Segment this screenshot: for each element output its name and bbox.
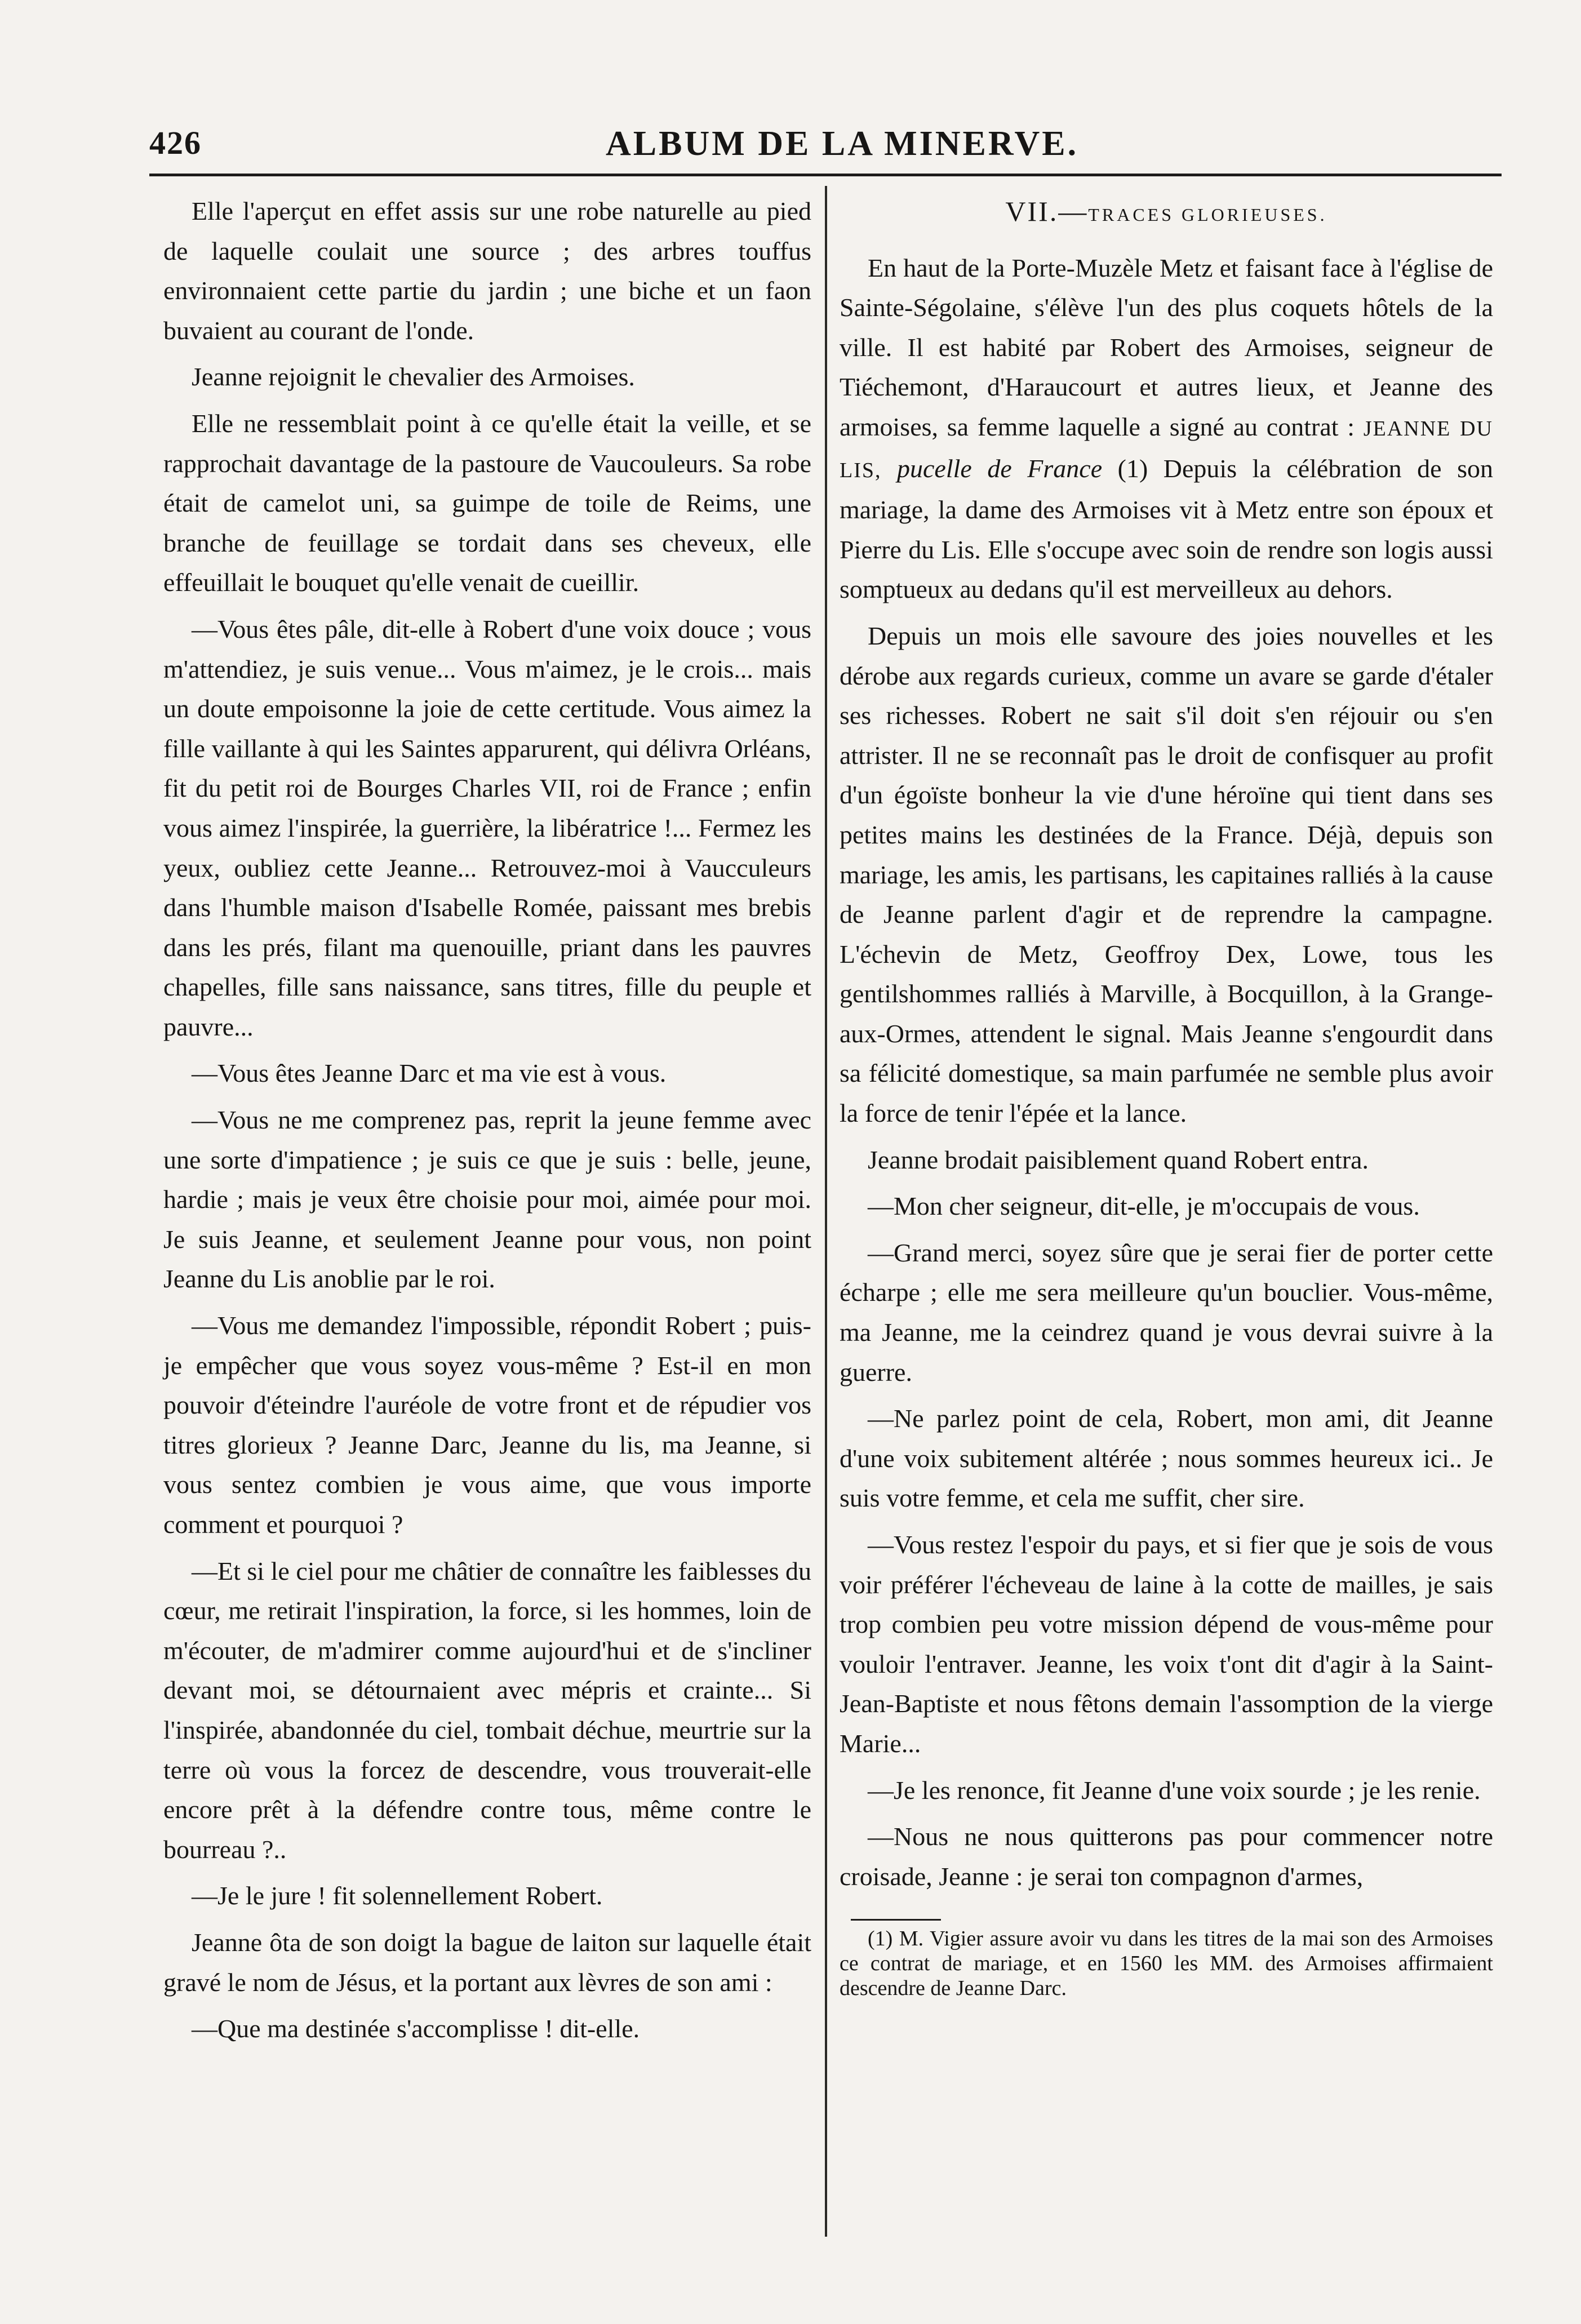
section-title: TRACES GLORIEUSES.: [1088, 205, 1327, 225]
paragraph: —Vous êtes Jeanne Darc et ma vie est à vous.: [192, 1059, 667, 1088]
paragraph: Jeanne brodait paisiblement quand Robert entra.: [868, 1145, 1369, 1174]
paragraph: [840, 248, 1493, 610]
paragraph: —Vous êtes pâle, dit-elle à Robert d'une voix douce ; vous m'attendiez, je suis venue... Vous m'aimez, je le crois... mais un doute empoisonne la joie de cette certitude. Vous aimez la fille vaillante à qui les Saintes apparurent, qui délivra Orléans, fit du petit roi de Bourges Charles VII, roi de France ; enfin vous aimez l'inspirée, la guerrière, la libératrice !... Fermez les yeux, oubliez cette Jeanne... Retrouvez-moi à Vaucculeurs dans l'humble maison d'Isabelle Romée, paissant mes brebis dans les prés, filant ma quenouille, priant dans les pauvres chapelles, fille sans naissance, sans titres, fille du peuple et pauvre...: [163, 614, 811, 1041]
signature: JEANNE DU LIS,: [840, 416, 1493, 482]
paragraph: —Vous ne me comprenez pas, reprit la jeune femme avec une sorte d'impatience ; je suis ce que je suis : belle, jeune, hardie ; mais je veux être choisie pour moi, aimée pour moi. Je suis Jeanne, et seulement Jeanne pour vous, non point Jeanne du Lis anoblie par le roi.: [163, 1105, 811, 1294]
paragraph: —Je les renonce, fit Jeanne d'une voix sourde ; je les renie.: [868, 1775, 1481, 1805]
paragraph: Jeanne ôta de son doigt la bague de laiton sur laquelle était gravé le nom de Jésus, et la portant aux lèvres de son ami :: [163, 1927, 811, 1997]
paragraph: —Ne parlez point de cela, Robert, mon ami, dit Jeanne d'une voix subitement altérée ; nous sommes heureux ici.. Je suis votre femme, et cela me suffit, cher sire.: [840, 1404, 1493, 1513]
right-column: [840, 192, 1493, 2007]
footnote-rule: [851, 1919, 941, 1921]
italic-text: pucelle de France: [897, 454, 1103, 483]
paragraph: Jeanne rejoignit le chevalier des Armoises.: [192, 362, 635, 392]
paragraph: —Je le jure ! fit solennellement Robert.: [192, 1881, 603, 1910]
footnote: (1) M. Vigier assure avoir vu dans les titres de la mai son des Armoises ce contrat de mariage, et en 1560 les MM. des Armoises affirmaient descendre de Jeanne Darc.: [840, 1927, 1493, 2001]
paragraph: —Vous me demandez l'impossible, répondit Robert ; puis-je empêcher que vous soyez vous-même ? Est-il en mon pouvoir d'éteindre l'auréole de votre front et de répudier vos titres glorieux ? Jeanne Darc, Jeanne du lis, ma Jeanne, si vous sentez combien je vous aime, que vous importe comment et pourquoi ?: [163, 1311, 811, 1539]
header-rule: [149, 174, 1502, 176]
section-heading: [840, 192, 1493, 235]
paragraph-text: (1) Depuis la célébration de son mariage, la dame des Armoises vit à Metz entre son époux et Pierre du Lis. Elle s'occupe avec soin de rendre son logis aussi somptueux au dedans qu'il est merveilleux au dehors.: [840, 454, 1493, 604]
paragraph: —Mon cher seigneur, dit-elle, je m'occupais de vous.: [868, 1192, 1420, 1221]
section-number: VII.—: [1005, 195, 1089, 227]
paragraph: Depuis un mois elle savoure des joies nouvelles et les dérobe aux regards curieux, comme un avare se garde d'étaler ses richesses. Robert ne sait s'il doit s'en réjouir ou s'en attrister. Il ne se reconnaît pas le droit de confisquer au profit d'un égoïste bonheur la vie d'une héroïne qui tient dans ses petites mains les destinées de la France. Déjà, depuis son mariage, les amis, les partisans, les capitaines ralliés à la cause de Jeanne parlent d'agir et de reprendre la campagne. L'échevin de Metz, Geoffroy Dex, Lowe, tous les gentilshommes ralliés à Marville, à Bocquillon, à la Grange-aux-Ormes, attendent le signal. Mais Jeanne s'engourdit dans sa félicité domestique, sa main parfumée ne semble plus avoir la force de tenir l'épée et la lance.: [840, 621, 1493, 1128]
page-number: 426: [149, 125, 202, 161]
paragraph-text: En haut de la Porte-Muzèle Metz et faisant face à l'église de Sainte-Ségolaine, s'élève l'un des plus coquets hôtels de la ville. Il est habité par Robert des Armoises, seigneur de Tiéchemont, d'Haraucourt et autres lieux, et Jeanne des armoises, sa femme laquelle a signé au contrat :: [840, 253, 1493, 441]
page-header: [149, 118, 1502, 163]
running-title: ALBUM DE LA MINERVE.: [606, 125, 1079, 163]
paragraph: —Que ma destinée s'accomplisse ! dit-elle.: [192, 2014, 640, 2043]
left-column: [163, 192, 811, 2056]
column-divider: [825, 186, 827, 2237]
paragraph: —Et si le ciel pour me châtier de connaître les faiblesses du cœur, me retirait l'inspiration, la force, si les hommes, loin de m'écouter, de m'admirer comme aujourd'hui et de s'incliner devant moi, se détournaient avec mépris et crainte... Si l'inspirée, abandonnée du ciel, tombait déchue, meurtrie sur la terre où vous la forcez de descendre, vous trouverait-elle encore prêt à la défendre contre tous, même contre le bourreau ?..: [163, 1556, 811, 1864]
paragraph: —Grand merci, soyez sûre que je serai fier de porter cette écharpe ; elle me sera meilleure qu'un bouclier. Vous-même, ma Jeanne, me la ceindrez quand je vous devrai suivre à la guerre.: [840, 1238, 1493, 1387]
paragraph: Elle l'aperçut en effet assis sur une robe naturelle au pied de laquelle coulait une source ; des arbres touffus environnaient cette partie du jardin ; une biche et un faon buvaient au courant de l'onde.: [163, 197, 811, 345]
paragraph: —Vous restez l'espoir du pays, et si fier que je sois de vous voir préférer l'écheveau de laine à la cotte de mailles, je sais trop combien peu votre mission dépend de vous-même pour vouloir l'entraver. Jeanne, les voix t'ont dit d'agir à la Saint-Jean-Baptiste et nous fêtons demain l'assomption de la vierge Marie...: [840, 1530, 1493, 1758]
paragraph: Elle ne ressemblait point à ce qu'elle était la veille, et se rapprochait davantage de la pastoure de Vaucouleurs. Sa robe était de camelot uni, sa guimpe de toile de Reims, une branche de feuillage se tordait dans ses cheveux, elle effeuillait le bouquet qu'elle venait de cueillir.: [163, 408, 811, 597]
paragraph: —Nous ne nous quitterons pas pour commencer notre croisade, Jeanne : je serai ton compagnon d'armes,: [840, 1822, 1493, 1891]
